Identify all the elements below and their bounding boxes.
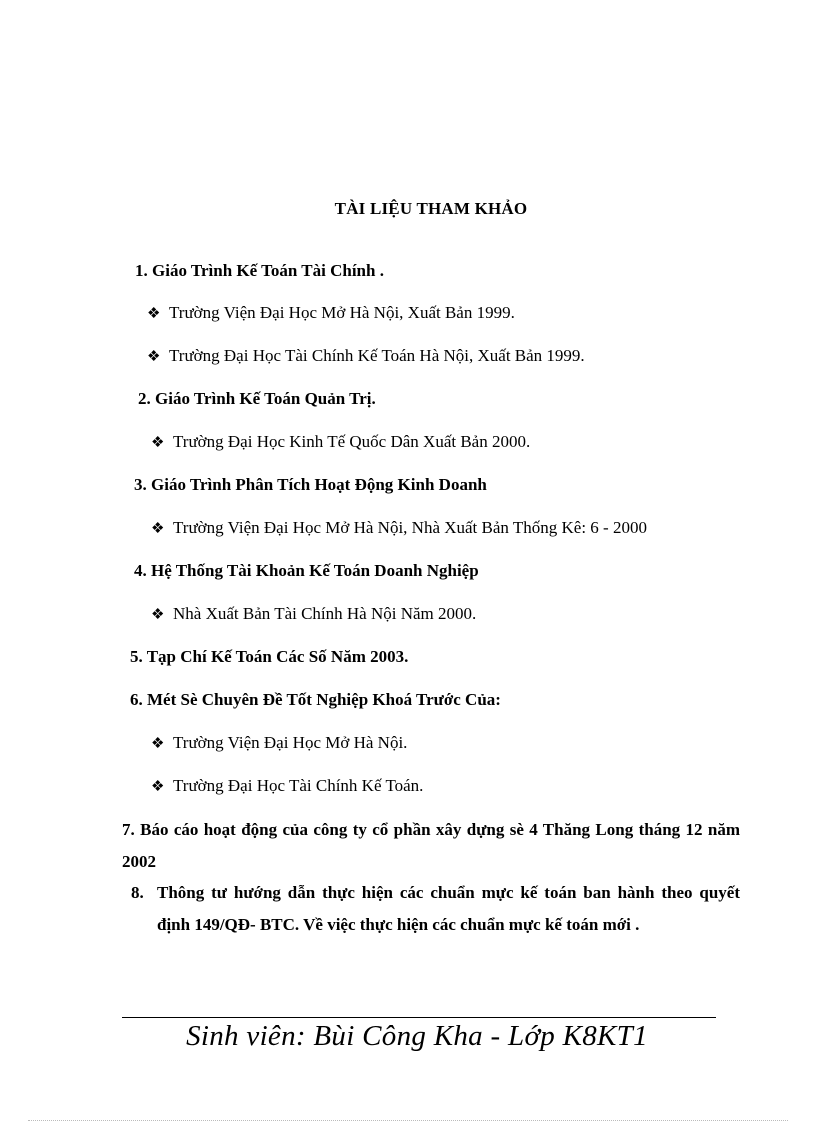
reference-8: [131, 877, 740, 941]
reference-item-text: Trường Đại Học Tài Chính Kế Toán Hà Nội, Xuất Bản 1999.: [169, 346, 585, 365]
reference-5-heading: 5. Tạp Chí Kế Toán Các Số Năm 2003.: [130, 647, 409, 666]
bullet-icon: ❖: [151, 521, 165, 537]
reference-item-text: Trường Viện Đại Học Mở Hà Nội.: [173, 733, 408, 752]
reference-item-text: Trường Đại Học Tài Chính Kế Toán.: [173, 776, 424, 795]
bullet-icon: ❖: [147, 349, 161, 365]
page-title: TÀI LIỆU THAM KHẢO: [334, 199, 528, 218]
reference-item-text: Trường Viện Đại Học Mở Hà Nội, Nhà Xuất Bản Thống Kê: 6 - 2000: [173, 518, 647, 537]
reference-1-heading: 1. Giáo Trình Kế Toán Tài Chính .: [135, 261, 384, 280]
bullet-icon: ❖: [151, 607, 165, 623]
reference-6-heading: 6. Mét Sè Chuyên Đề Tốt Nghiệp Khoá Trước Của:: [130, 690, 501, 709]
reference-2-item-1: [151, 432, 530, 452]
reference-item-text: Trường Viện Đại Học Mở Hà Nội, Xuất Bản 1999.: [169, 303, 515, 322]
reference-3-item-1: [151, 518, 647, 538]
page-edge-dotted-line: [28, 1120, 788, 1121]
footer-rule: [122, 1017, 716, 1018]
reference-8-number: 8.: [131, 883, 144, 902]
bullet-icon: ❖: [151, 779, 165, 795]
reference-8-text: Thông tư hướng dẫn thực hiện các chuẩn mực kế toán ban hành theo quyết định 149/QĐ- BTC. Về việc thực hiện các chuẩn mực kế toán mới .: [157, 883, 740, 934]
bullet-icon: ❖: [151, 435, 165, 451]
reference-item-text: Nhà Xuất Bản Tài Chính Hà Nội Năm 2000.: [173, 604, 477, 623]
reference-6-item-2: [151, 776, 423, 796]
reference-1-item-2: [147, 346, 585, 366]
bullet-icon: ❖: [151, 736, 165, 752]
reference-item-text: Trường Đại Học Kinh Tế Quốc Dân Xuất Bản 2000.: [173, 432, 531, 451]
reference-4-heading: 4. Hệ Thống Tài Khoản Kế Toán Doanh Nghiệp: [134, 561, 479, 580]
footer-student-line: Sinh viên: Bùi Công Kha - Lớp K8KT1: [186, 1020, 648, 1052]
reference-1-item-1: [147, 303, 515, 323]
reference-2-heading: 2. Giáo Trình Kế Toán Quản Trị.: [138, 389, 376, 408]
reference-4-item-1: [151, 604, 476, 624]
reference-6-item-1: [151, 733, 407, 753]
reference-3-heading: 3. Giáo Trình Phân Tích Hoạt Động Kinh Doanh: [134, 475, 487, 494]
bullet-icon: ❖: [147, 306, 161, 322]
reference-7-heading: 7. Báo cáo hoạt động của công ty cổ phần xây dựng sè 4 Thăng Long tháng 12 năm 2002: [122, 820, 740, 871]
